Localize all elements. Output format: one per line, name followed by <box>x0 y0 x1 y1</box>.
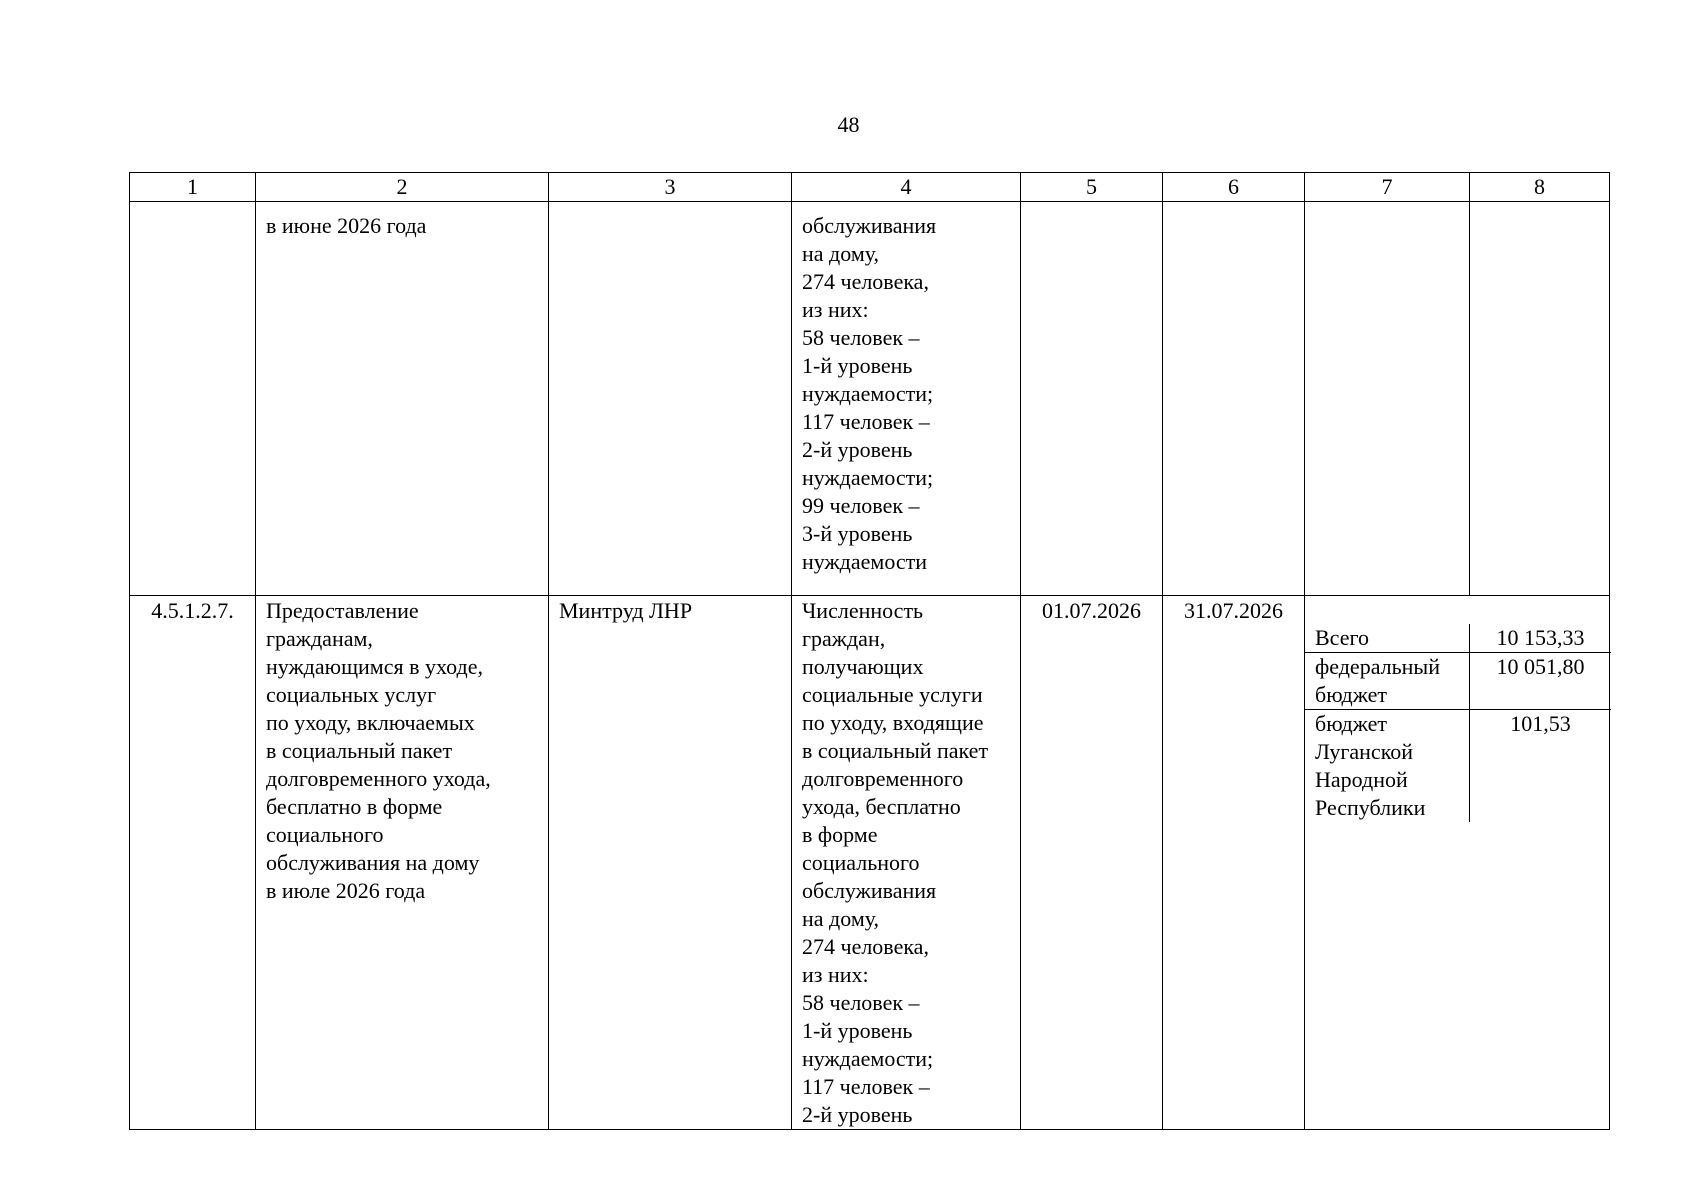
financing-amount-regional: 101,53 <box>1510 711 1571 736</box>
entry-indicator: Численность граждан, получающих социальные услуги по уходу, входящие в социальный пакет долговременного ухода, бесплатно в форме социального обслуживания на дому, 274 человека, из них: 58 человек – 1-й уровень нуждаемости; 117 человек – 2-й уровень <box>792 596 1021 1130</box>
header-cell-2: 2 <box>256 173 549 202</box>
financing-source-total: Всего <box>1305 624 1470 653</box>
entry-row <box>130 596 1610 1130</box>
header-cell-3: 3 <box>549 173 792 202</box>
header-row <box>130 173 1610 202</box>
financing-grid <box>1305 624 1609 822</box>
continuation-executor <box>549 202 792 596</box>
page-number: 48 <box>837 112 860 137</box>
continuation-indicator: обслуживания на дому, 274 человека, из них: 58 человек – 1-й уровень нуждаемости; 117 человек – 2-й уровень нуждаемости; 99 человек – 3-й уровень нуждаемости <box>792 202 1021 596</box>
continuation-end <box>1163 202 1305 596</box>
header-cell-7: 7 <box>1305 173 1470 202</box>
financing-source-regional: бюджет Луганской Народной Республики <box>1305 710 1470 822</box>
header-cell-5: 5 <box>1021 173 1163 202</box>
continuation-description: в июне 2026 года <box>256 202 549 596</box>
continuation-number <box>130 202 256 596</box>
financing-source-federal: федеральный бюджет <box>1305 653 1470 710</box>
entry-start-date: 01.07.2026 <box>1021 596 1163 1130</box>
continuation-amount <box>1470 202 1610 596</box>
entry-number: 4.5.1.2.7. <box>130 596 256 1130</box>
financing-amount-total: 10 153,33 <box>1470 624 1611 653</box>
continuation-row <box>130 202 1610 596</box>
entry-end-date: 31.07.2026 <box>1163 596 1305 1130</box>
entry-description: Предоставление гражданам, нуждающимся в уходе, социальных услуг по уходу, включаемых в социальный пакет долговременного ухода, бесплатно в форме социального обслуживания на дому в июле 2026 года <box>256 596 549 1130</box>
header-cell-4: 4 <box>792 173 1021 202</box>
header-cell-1: 1 <box>130 173 256 202</box>
header-cell-8: 8 <box>1470 173 1610 202</box>
continuation-start <box>1021 202 1163 596</box>
financing-amount-federal: 10 051,80 <box>1470 653 1611 710</box>
header-cell-6: 6 <box>1163 173 1305 202</box>
entry-executor: Минтруд ЛНР <box>549 596 792 1130</box>
activity-table <box>129 172 1610 1130</box>
financing-cell <box>1305 596 1610 1130</box>
continuation-source <box>1305 202 1470 596</box>
